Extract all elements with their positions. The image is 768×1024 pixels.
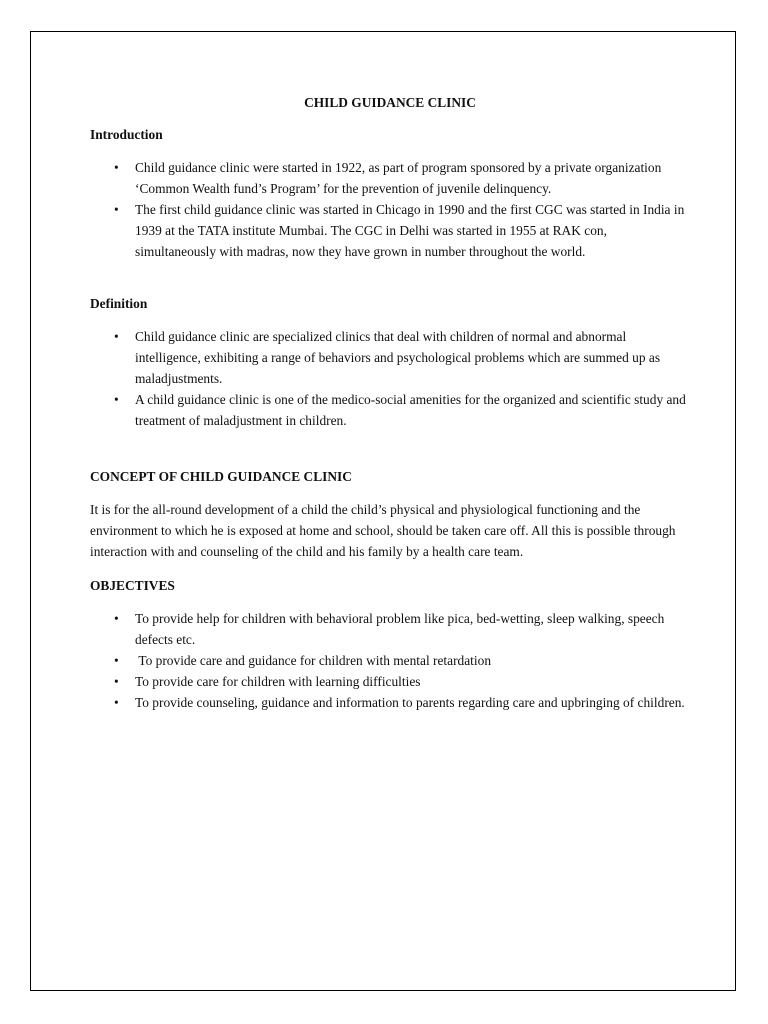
document-title: CHILD GUIDANCE CLINIC	[304, 95, 476, 110]
list-item	[90, 650, 690, 671]
introduction-list	[90, 157, 690, 262]
bullet-icon: •	[114, 202, 119, 217]
list-item	[90, 389, 690, 431]
heading-objectives: OBJECTIVES	[90, 578, 175, 593]
list-item-text: To provide counseling, guidance and information to parents regarding care and upbringing of children.	[135, 695, 685, 710]
bullet-icon: •	[114, 392, 119, 407]
bullet-icon: •	[114, 695, 119, 710]
list-item	[90, 671, 690, 692]
list-item-text: To provide care and guidance for children with mental retardation	[135, 653, 492, 668]
definition-list	[90, 326, 690, 431]
heading-concept: CONCEPT OF CHILD GUIDANCE CLINIC	[90, 469, 352, 484]
concept-paragraph: It is for the all-round development of a child the child’s physical and physiological functioning and the environment to which he is exposed at home and school, should be taken care off. All this is possible through interaction with and counseling of the child and his family by a health care team.	[90, 502, 676, 559]
document-body	[90, 92, 690, 713]
heading-definition: Definition	[90, 296, 148, 311]
list-item-text: Child guidance clinic are specialized clinics that deal with children of normal and abnormal intelligence, exhibiting a range of behaviors and psychological problems which are summed up as maladjustments.	[135, 329, 661, 386]
list-item	[90, 326, 690, 389]
list-item	[90, 692, 690, 713]
list-item-text: The first child guidance clinic was started in Chicago in 1990 and the first CGC was started in India in 1939 at the TATA institute Mumbai. The CGC in Delhi was started in 1955 at RAK con, simultaneously with madras, now they have grown in number throughout the world.	[135, 202, 685, 259]
objectives-list	[90, 608, 690, 713]
bullet-icon: •	[114, 329, 119, 344]
bullet-icon: •	[114, 611, 119, 626]
bullet-icon: •	[114, 160, 119, 175]
heading-introduction: Introduction	[90, 127, 163, 142]
list-item-text: To provide help for children with behavioral problem like pica, bed-wetting, sleep walking, speech defects etc.	[135, 611, 665, 647]
list-item-text: A child guidance clinic is one of the medico-social amenities for the organized and scientific study and treatment of maladjustment in children.	[135, 392, 686, 428]
bullet-icon: •	[114, 653, 119, 668]
list-item	[90, 157, 690, 199]
list-item-text: To provide care for children with learning difficulties	[135, 674, 421, 689]
list-item-text: Child guidance clinic were started in 1922, as part of program sponsored by a private organization ‘Common Wealth fund’s Program’ for the prevention of juvenile delinquency.	[135, 160, 662, 196]
bullet-icon: •	[114, 674, 119, 689]
list-item	[90, 199, 690, 262]
list-item	[90, 608, 690, 650]
